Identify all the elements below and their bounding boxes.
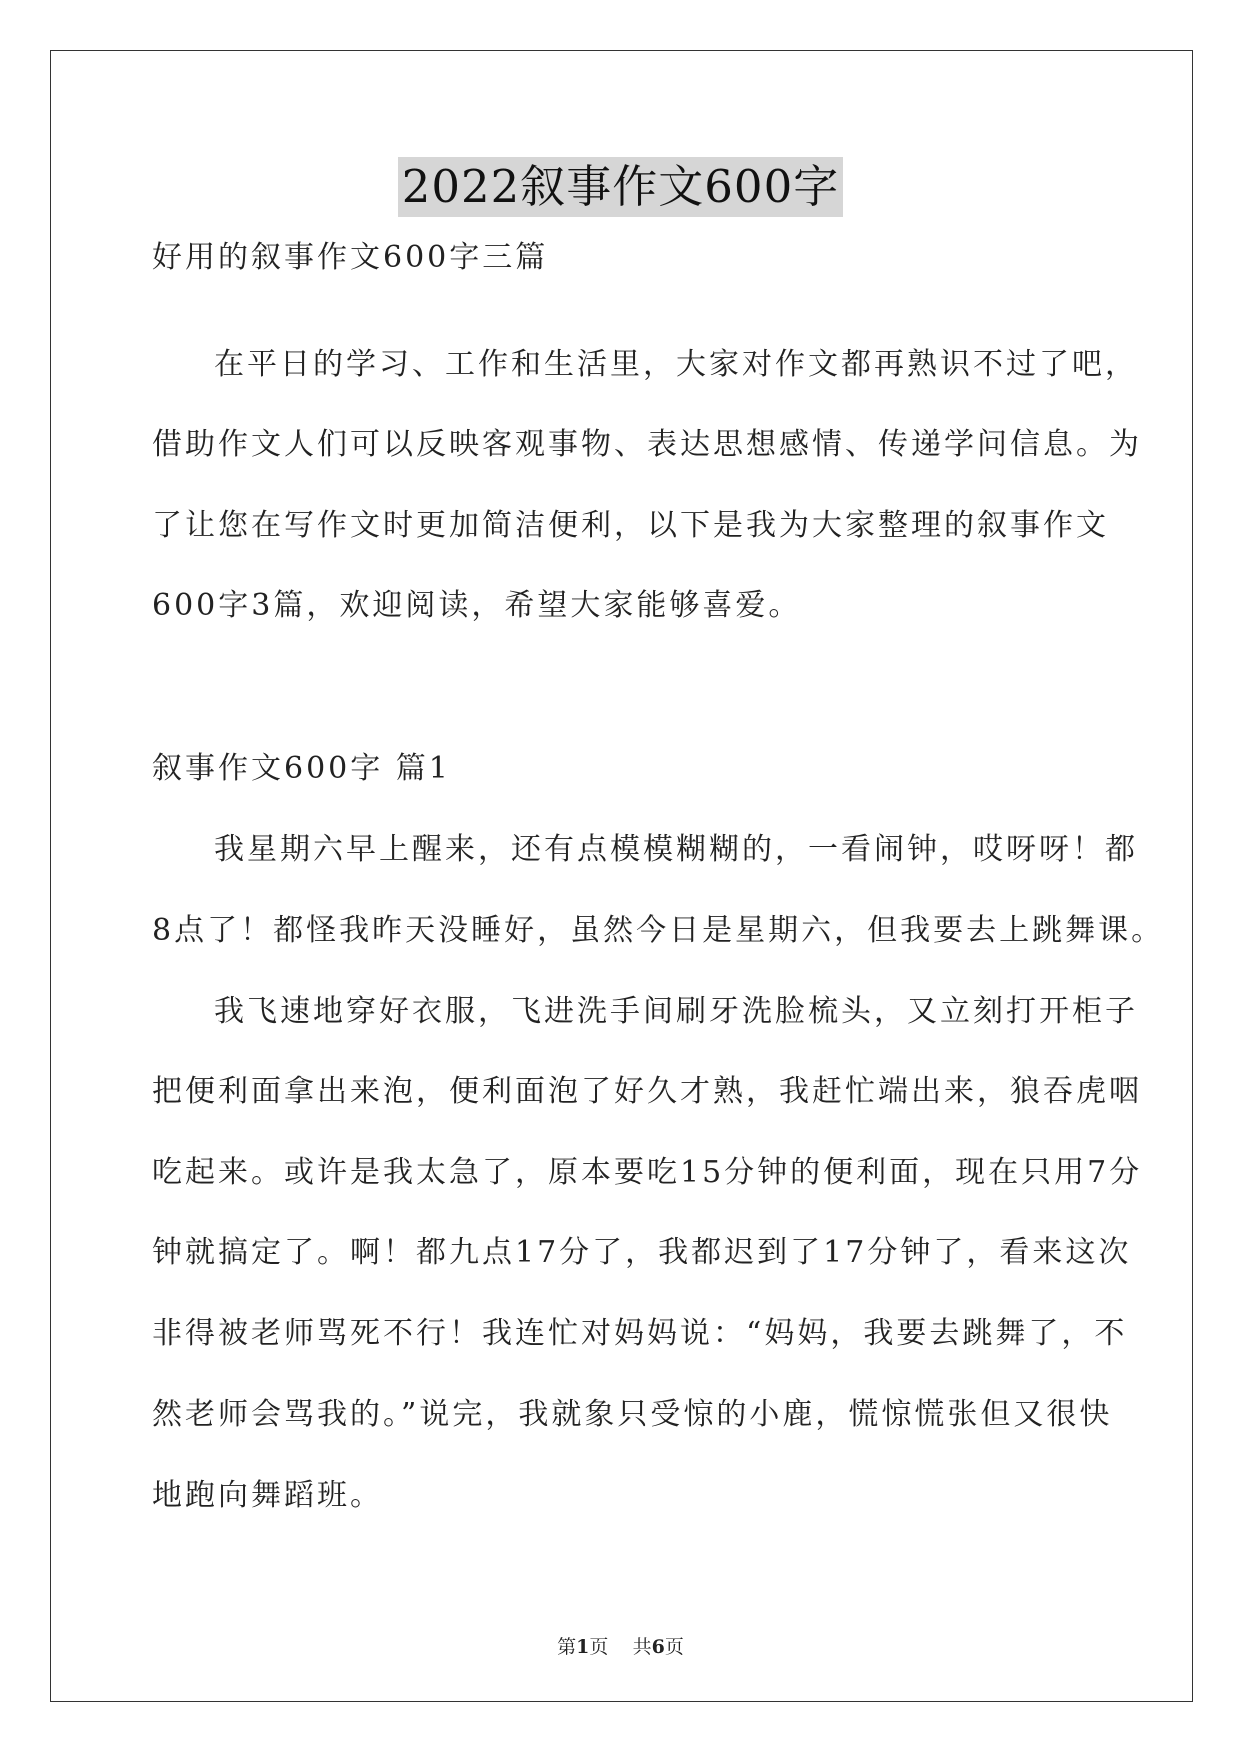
page-border (50, 50, 1193, 1702)
body-line: 然老师会骂我的。”说完，我就象只受惊的小鹿，慌惊慌张但又很快 (152, 1397, 1113, 1432)
body-line: 8点了！都怪我昨天没睡好，虽然今日是星期六，但我要去上跳舞课。 (152, 913, 1165, 948)
intro-line: 了让您在写作文时更加简洁便利，以下是我为大家整理的叙事作文 (152, 508, 1109, 543)
document-title-wrapper (0, 157, 1241, 217)
total-prefix: 共 (632, 1636, 652, 1658)
document-subtitle: 好用的叙事作文600字三篇 (152, 240, 549, 275)
total-pages: 6 (651, 1636, 665, 1658)
intro-line: 600字3篇，欢迎阅读，希望大家能够喜爱。 (152, 588, 802, 623)
section-heading: 叙事作文600字 篇1 (152, 751, 451, 786)
body-line: 吃起来。或许是我太急了，原本要吃15分钟的便利面，现在只用7分 (152, 1155, 1143, 1190)
page-footer (0, 1632, 1241, 1659)
page-number: 1 (576, 1636, 590, 1658)
body-line: 非得被老师骂死不行！我连忙对妈妈说：“妈妈，我要去跳舞了，不 (152, 1316, 1128, 1351)
document-title: 2022叙事作文600字 (398, 157, 843, 217)
page-prefix: 第 (557, 1636, 577, 1658)
intro-line: 在平日的学习、工作和生活里，大家对作文都再熟识不过了吧， (214, 347, 1138, 382)
body-line: 我星期六早上醒来，还有点模模糊糊的，一看闹钟，哎呀呀！都 (214, 832, 1138, 867)
total-suffix: 页 (664, 1636, 684, 1658)
intro-line: 借助作文人们可以反映客观事物、表达思想感情、传递学问信息。为 (152, 427, 1142, 462)
body-line: 把便利面拿出来泡，便利面泡了好久才熟，我赶忙端出来，狼吞虎咽 (152, 1074, 1142, 1109)
body-line: 地跑向舞蹈班。 (152, 1478, 383, 1513)
body-line: 钟就搞定了。啊！都九点17分了，我都迟到了17分钟了，看来这次 (152, 1235, 1132, 1270)
body-line: 我飞速地穿好衣服，飞进洗手间刷牙洗脸梳头，又立刻打开柜子 (214, 994, 1138, 1029)
page-suffix: 页 (589, 1636, 609, 1658)
